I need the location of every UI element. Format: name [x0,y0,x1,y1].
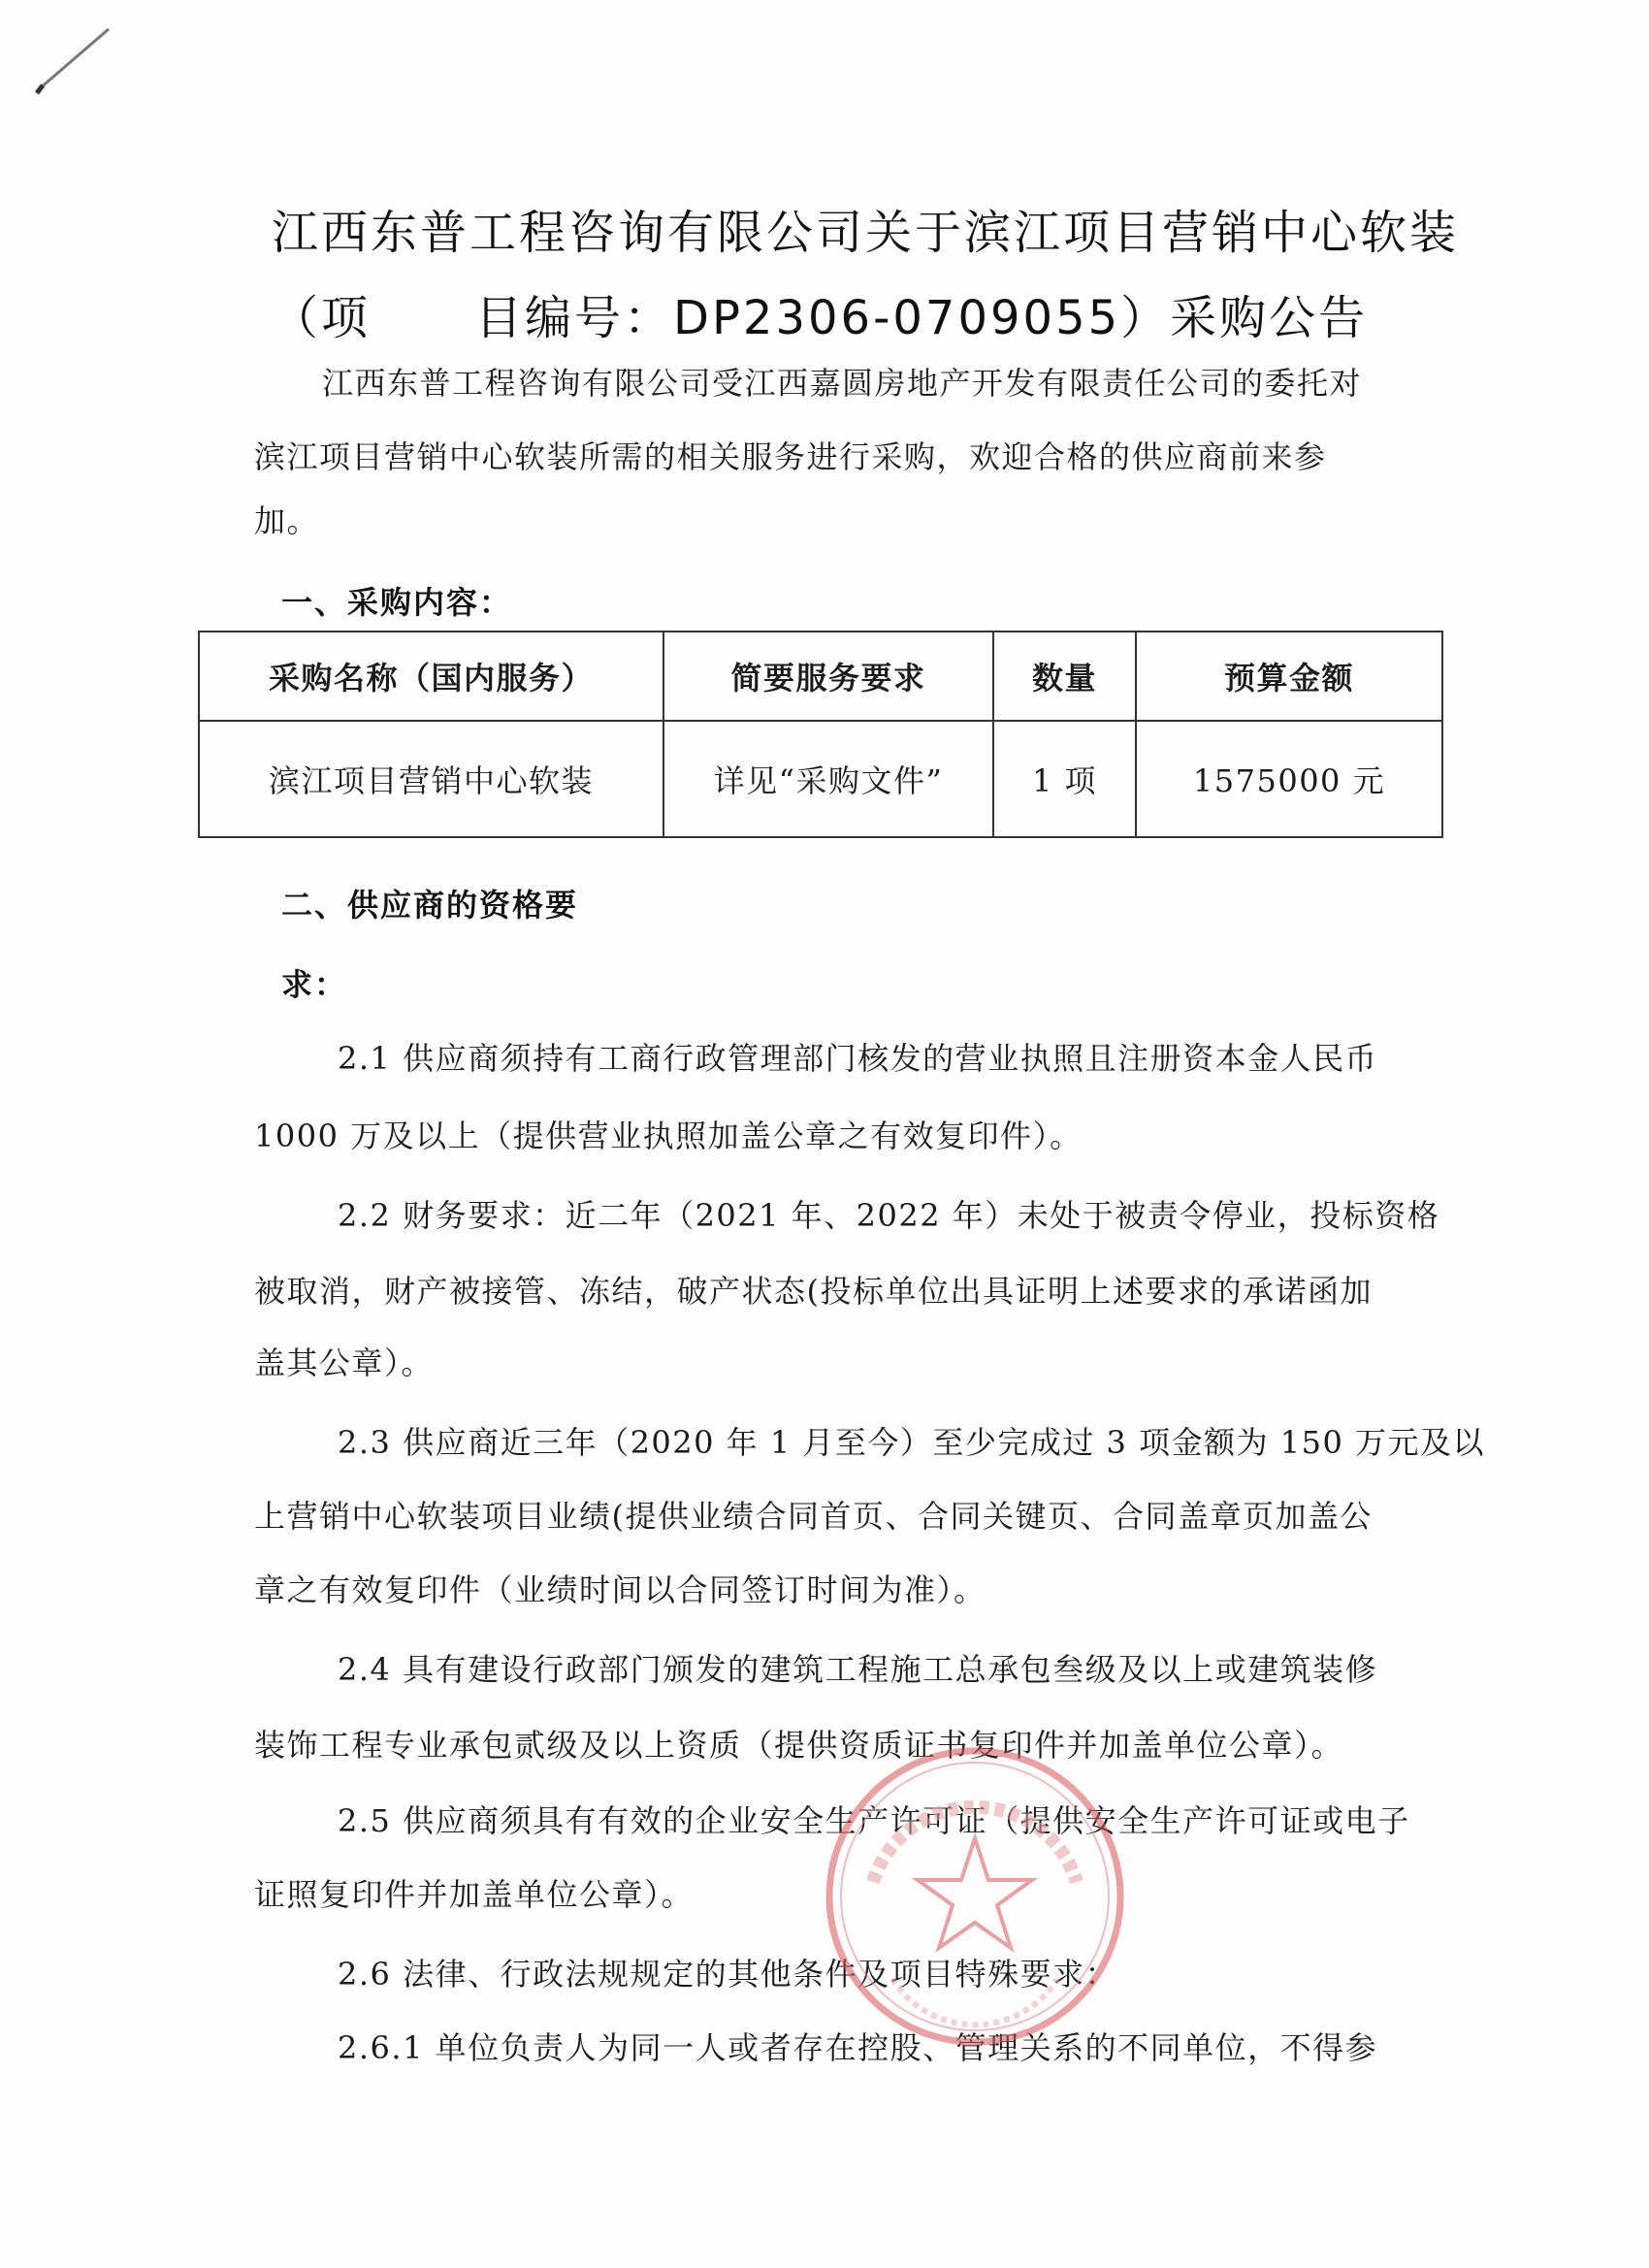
table-header-row [199,632,1442,721]
clause-2-1-line-1: 2.1 供应商须持有工商行政管理部门核发的营业执照且注册资本金人民币 [338,1040,1378,1077]
clause-2-2-line-2: 被取消，财产被接管、冻结，破产状态(投标单位出具证明上述要求的承诺函加 [254,1273,1373,1310]
clause-2-5-line-2: 证照复印件并加盖单位公章）。 [254,1876,695,1913]
clause-2-6-1-line-1: 2.6.1 单位负责人为同一人或者存在控股、管理关系的不同单位，不得参 [338,2029,1378,2066]
clause-2-5-line-1: 2.5 供应商须具有有效的企业安全生产许可证（提供安全生产许可证或电子 [338,1802,1410,1839]
section1-heading: 一、采购内容： [281,584,513,621]
clause-2-4-line-1: 2.4 具有建设行政部门颁发的建筑工程施工总承包叁级及以上或建筑装修 [338,1651,1378,1688]
clause-2-6-line-1: 2.6 法律、行政法规规定的其他条件及项目特殊要求： [338,1956,1118,1993]
procurement-table [198,631,1443,838]
intro-line-3: 加。 [254,502,320,539]
clause-2-3-line-3: 章之有效复印件（业绩时间以合同签订时间为准）。 [254,1571,986,1608]
table-row [199,721,1442,837]
clause-2-3-line-2: 上营销中心软装项目业绩(提供业绩合同首页、合同关键页、合同盖章页加盖公 [254,1498,1373,1535]
clause-2-2-line-3: 盖其公章）。 [254,1345,435,1381]
table-header-cell: 采购名称（国内服务） [199,632,663,721]
table-cell: 详见“采购文件” [663,721,993,837]
clause-2-2-line-1: 2.2 财务要求：近二年（2021 年、2022 年）未处于被责令停业，投标资格 [338,1197,1440,1234]
pen-stroke-mark [29,21,116,99]
table-cell: 1 项 [993,721,1136,837]
section2-heading-line1: 二、供应商的资格要 [281,887,579,923]
table-header-cell: 数量 [993,632,1136,721]
table-cell: 1575000 元 [1136,721,1442,837]
section2-heading-line2: 求： [281,966,348,1003]
table-cell: 滨江项目营销中心软装 [199,721,663,837]
table-header-cell: 预算金额 [1136,632,1442,721]
clause-2-1-line-2: 1000 万及以上（提供营业执照加盖公章之有效复印件）。 [254,1118,1083,1154]
intro-line-1: 江西东普工程咨询有限公司受江西嘉圆房地产开发有限责任公司的委托对 [322,365,1363,402]
document-title-line2: 目编号：DP2306-0709055）采购公告 [475,291,1369,345]
company-seal-stamp [815,1736,1135,2057]
intro-line-2: 滨江项目营销中心软装所需的相关服务进行采购，欢迎合格的供应商前来参 [254,438,1327,475]
clause-2-4-line-2: 装饰工程专业承包贰级及以上资质（提供资质证书复印件并加盖单位公章）。 [254,1727,1344,1764]
document-title-line1: 江西东普工程咨询有限公司关于滨江项目营销中心软装（项 [272,206,1460,345]
table-header-cell: 简要服务要求 [663,632,993,721]
clause-2-3-line-1: 2.3 供应商近三年（2020 年 1 月至今）至少完成过 3 项金额为 150 万元及以 [338,1424,1486,1461]
